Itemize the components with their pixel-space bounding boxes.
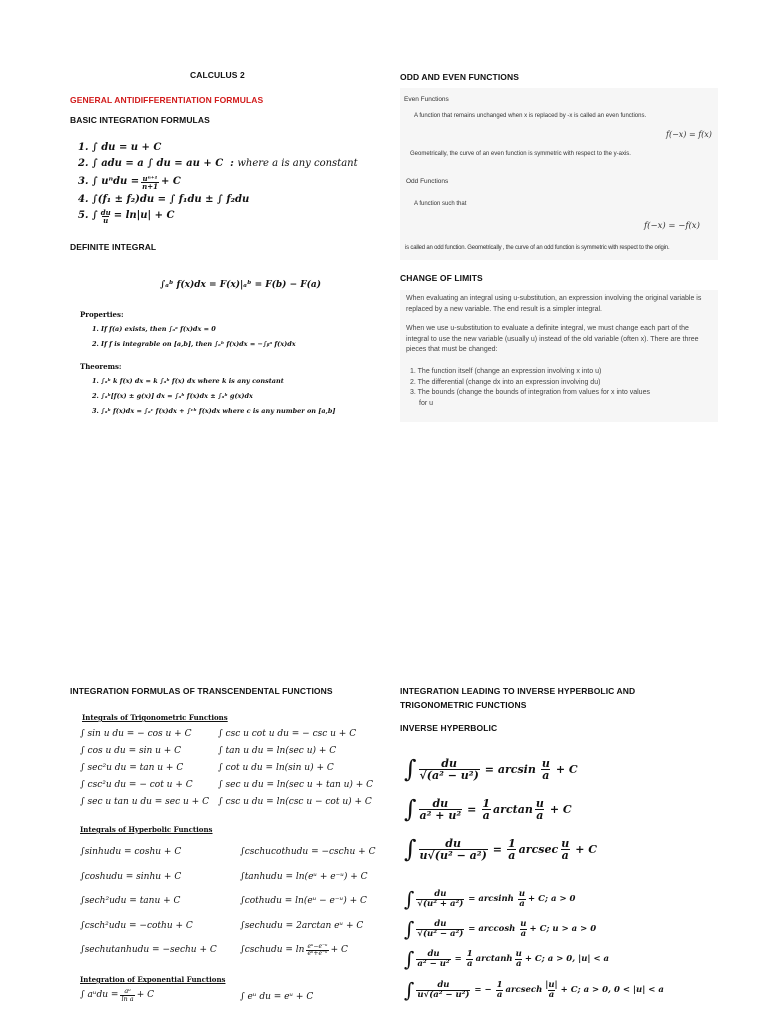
hyp-right-5: ∫cschudu = ln eᵘ−e⁻ᵘ eᵘ+e⁻ᵘ + C <box>240 942 348 957</box>
even-text: A function that remains unchanged when x is replaced by -x is called an even functions. <box>414 113 647 119</box>
limits-item-4: for u <box>419 399 434 407</box>
exp-left: ∫ aᵘdu = $\frac{\text{aᵘ}}{\text{ln a}}$ + C <box>80 987 154 1003</box>
odd-text: A function such that <box>414 201 467 207</box>
limits-item-1: 1. The function itself (change an expression involving x into u) <box>410 368 602 375</box>
inverse-heading-line1: INTEGRATION LEADING TO INVERSE HYPERBOLIC AND <box>400 686 636 696</box>
odd-title: Odd Functions <box>406 178 449 185</box>
trig-right-list <box>218 726 373 811</box>
small-formula-1: ∫ $\frac{du}{\text{√(u² + a²)}}$ = arcsinh u a + C; a > 0 <box>404 887 576 911</box>
theorems-title: Theorems: <box>80 362 122 371</box>
property-1: 1. If f(a) exists, then ∫ₐᵃ f(x)dx = 0 <box>92 325 216 333</box>
theorem-2: 2. ∫ₐᵇ[f(x) ± g(x)] dx = ∫ₐᵇ f(x)dx ± ∫ₐᵇ g(x)dx <box>92 392 253 400</box>
even-geometry: Geometrically, the curve of an even function is symmetric with respect to the y-axis. <box>410 151 631 157</box>
basic-formula-4: 4. ∫(f₁ ± f₂)du = ∫ f₁du ± ∫ f₂du <box>78 194 250 205</box>
small-formula-4: ∫ $\frac{du}{\text{u√(a² − u²)}}$ = − $\frac{1}{a}$ arcsech |u| a + C; a > 0, 0 < |u| < a <box>404 978 664 1002</box>
small-formula-3: ∫ $\frac{du}{\text{a² − u²}}$ = $\frac{1}{a}$ arctanh u a + C; a > 0, |u| < a <box>404 947 610 971</box>
theorem-1: 1. ∫ₐᵇ k f(x) dx = k ∫ₐᵇ f(x) dx where k is any constant <box>92 377 284 385</box>
definite-heading: DEFINITE INTEGRAL <box>70 242 157 252</box>
limits-paragraph-2: When we use u-substitution to evaluate a definite integral, we must change each part of the integral to use the new variable (usually u) instead of the old variable (often x). There are three pieces that must be changed: <box>406 325 699 353</box>
small-formula-2: ∫ $\frac{du}{\text{√(u² − a²)}}$ = arccosh u a + C; u > a > 0 <box>404 917 597 941</box>
limits-list <box>410 367 710 409</box>
red-heading: GENERAL ANTIDIFFERENTIATION FORMULAS <box>70 95 264 105</box>
theorems-list <box>92 374 335 419</box>
basic-formula-3: 3. ∫ uⁿdu = $\frac{\text{uⁿ⁺¹}}{n+1}$ + C <box>78 173 181 191</box>
trig-right-5: ∫ csc u du = ln(csc u − cot u) + C <box>218 797 372 807</box>
trig-left-1: ∫ sin u du = − cos u + C <box>80 729 192 739</box>
hyp-right-4: ∫sechudu = 2arctan eᵘ + C <box>240 920 364 931</box>
exp-title: Integration of Exponential Functions <box>80 975 226 984</box>
change-of-limits-heading: CHANGE OF LIMITS <box>400 273 483 283</box>
trig-right-1: ∫ csc u cot u du = − csc u + C <box>218 729 357 739</box>
theorem-3: 3. ∫ₐᵇ f(x)dx = ∫ₐᶜ f(x)dx + ∫ᶜᵇ f(x)dx where c is any number on [a,b] <box>92 407 336 415</box>
limits-item-2: 2. The differential (change dx into an expression involving du) <box>410 378 601 386</box>
hyp-right-list <box>240 840 375 963</box>
big-formula-3: ∫ $\frac{du}{\text{u√(u² − a²)}}$ = $\frac{1}{a}$ arcsec u a + C <box>404 835 597 863</box>
hyp-left-1: ∫sinhudu = coshu + C <box>80 847 182 857</box>
even-formula: f(−x) = f(x) <box>666 130 712 139</box>
trig-right-4: ∫ sec u du = ln(sec u + tan u) + C <box>218 780 374 790</box>
inverse-hyperbolic-heading: INVERSE HYPERBOLIC <box>400 723 498 733</box>
trig-title: Integrals of Trigonometric Functions <box>82 713 228 722</box>
hyp-left-3: ∫sech²udu = tanu + C <box>80 896 181 906</box>
page-title: CALCULUS 2 <box>190 70 245 80</box>
hyp-left-list <box>80 840 217 963</box>
trig-left-3: ∫ sec²u du = tan u + C <box>80 763 184 773</box>
hyp-right-3: ∫cothudu = ln(eᵘ − e⁻ᵘ) + C <box>240 896 367 906</box>
hyp-right-2: ∫tanhudu = ln(eᵘ + e⁻ᵘ) + C <box>240 871 368 882</box>
trig-left-5: ∫ sec u tan u du = sec u + C <box>80 797 209 807</box>
limits-item-3: 3. The bounds (change the bounds of integration from values for x into values <box>410 389 650 396</box>
inverse-heading-line2: TRIGONOMETRIC FUNCTIONS <box>400 700 527 710</box>
basic-formula-2: 2. ∫ adu = a ∫ du = au + C : where a is any constant <box>78 158 358 169</box>
big-formula-2: ∫ $\frac{du}{\text{a² + u²}}$ = $\frac{1}{a}$ arctan u a + C <box>404 795 572 823</box>
change-of-limits-screenshot <box>400 290 718 422</box>
hyp-left-4: ∫csch²udu = −cothu + C <box>80 920 193 931</box>
limits-paragraph-1: When evaluating an integral using u-substitution, an expression involving the original variable is replaced by a new variable. The end result is a simpler integral. <box>406 295 702 313</box>
hyp-left-2: ∫coshudu = sinhu + C <box>80 871 182 882</box>
hyp-left-5: ∫sechutanhudu = −sechu + C <box>80 945 217 955</box>
basic-heading: BASIC INTEGRATION FORMULAS <box>70 115 210 125</box>
property-2: 2. If f is integrable on [a,b], then ∫ₐᵇ f(x)dx = −∫ᵦᵃ f(x)dx <box>92 340 296 348</box>
odd-even-screenshot <box>400 88 718 260</box>
properties-title: Properties: <box>80 310 124 319</box>
trig-right-3: ∫ cot u du = ln(sin u) + C <box>218 763 334 773</box>
odd-even-heading: ODD AND EVEN FUNCTIONS <box>400 72 520 82</box>
odd-geometry: is called an odd function. Geometrically , the curve of an odd function is symmetric with respect to the origin. <box>405 245 670 251</box>
basic-formula-1: 1. ∫ du = u + C <box>78 142 162 153</box>
big-formula-1: ∫ $\frac{du}{\text{√(a² − u²)}}$ = arcsin u a + C <box>404 755 578 783</box>
trig-left-2: ∫ cos u du = sin u + C <box>80 746 182 756</box>
trig-left-list <box>80 726 209 811</box>
transcendental-heading: INTEGRATION FORMULAS OF TRANSCENDENTAL FUNCTIONS <box>70 686 333 696</box>
properties-list <box>92 322 296 352</box>
even-title: Even Functions <box>404 96 449 103</box>
definite-formula: ∫ₐᵇ f(x)dx = F(x)|ₐᵇ = F(b) − F(a) <box>160 280 321 290</box>
basic-formula-5: 5. ∫ $\frac{du}{u}$ = ln|u| + C <box>78 207 175 225</box>
trig-left-4: ∫ csc²u du = − cot u + C <box>80 780 193 790</box>
trig-right-2: ∫ tan u du = ln(sec u) + C <box>218 746 337 756</box>
odd-formula: f(−x) = −f(x) <box>644 221 700 231</box>
hyp-right-1: ∫cschucothudu = −cschu + C <box>240 847 376 857</box>
hyp-title: Integrals of Hyperbolic Functions <box>80 825 213 834</box>
exp-right: ∫ eᵘ du = eᵘ + C <box>240 992 314 1002</box>
basic-formulas <box>78 140 358 224</box>
